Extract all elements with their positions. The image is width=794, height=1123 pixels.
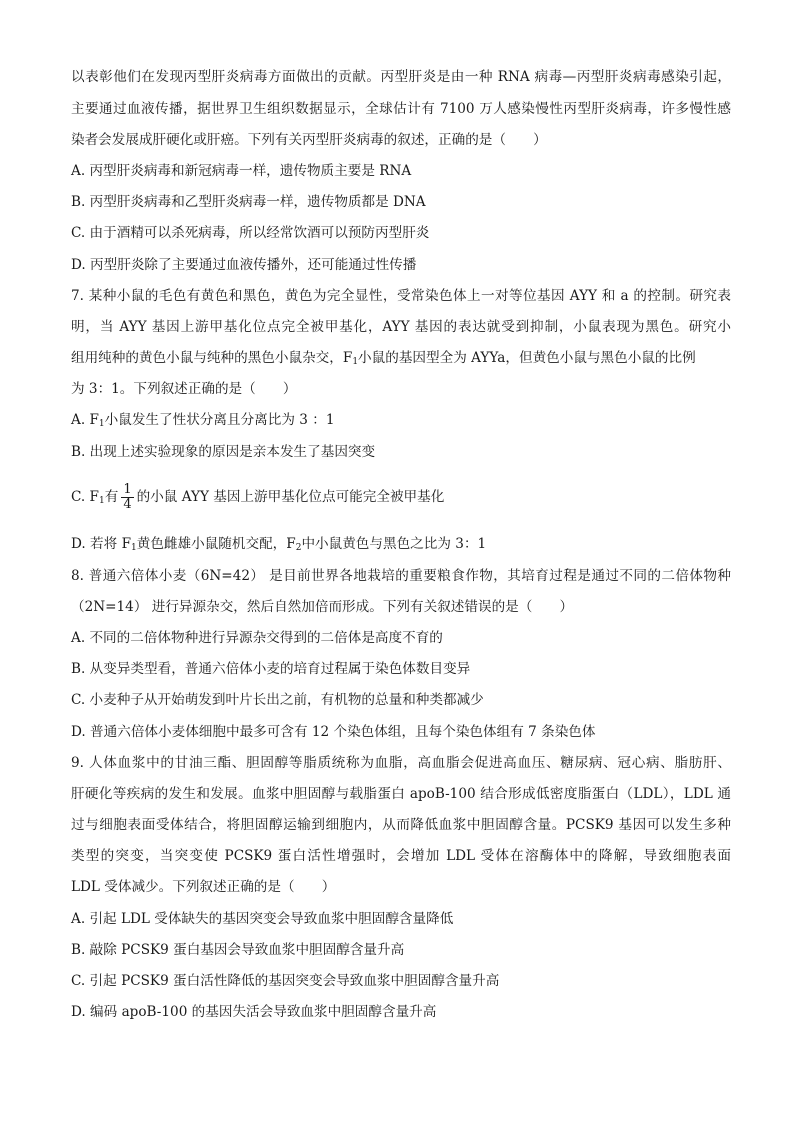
q7-stem-line: 为 3：1。下列叙述正确的是（ ） [71,381,297,397]
q6-option-c: C. 由于酒精可以杀死病毒，所以经常饮酒可以预防丙型肝炎 [71,225,430,241]
q6-option-d: D. 丙型肝炎除了主要通过血液传播外，还可能通过性传播 [71,257,417,273]
q7-option-c-text: 有 [104,489,119,505]
q7-stem-line: 7. 某种小鼠的毛色有黄色和黑色，黄色为完全显性，受常染色体上一对等位基因 AYY 和 a 的控制。研究表 [71,288,731,304]
q7-stem-text: 小鼠的基因型全为 AYYa，但黄色小鼠与黑色小鼠的比例 [358,350,696,366]
q7-subscript: 1 [352,357,359,367]
fraction-denominator: 4 [123,497,132,512]
q8-option-b: B. 从变异类型看，普通六倍体小麦的培育过程属于染色体数目变异 [71,661,471,677]
q7-option-b: B. 出现上述实验现象的原因是亲本发生了基因突变 [71,444,376,460]
q8-option-c: C. 小麦种子从开始萌发到叶片长出之前，有机物的总量和种类都减少 [71,692,484,708]
q9-stem-line: LDL 受体减少。下列叙述正确的是（ ） [71,879,336,895]
q7-subscript: 1 [131,543,137,553]
q8-option-a: A. 不同的二倍体物种进行异源杂交得到的二倍体是高度不育的 [71,630,443,646]
q7-option-c-text: 的小鼠 AYY 基因上游甲基化位点可能完全被甲基化 [136,489,445,505]
q6-stem-line: 染者会发展成肝硬化或肝癌。下列有关丙型肝炎病毒的叙述，正确的是（ ） [71,132,547,148]
fraction [121,483,133,512]
q6-stem-line: 以表彰他们在发现丙型肝炎病毒方面做出的贡献。丙型肝炎是由一种 RNA 病毒—丙型肝炎病毒感染引起， [71,69,731,85]
q7-subscript: 2 [295,543,302,553]
q6-stem-line: 主要通过血液传播，据世界卫生组织数据显示，全球估计有 7100 万人感染慢性丙型肝炎病毒，许多慢性感 [71,101,731,117]
q9-stem-line: 过与细胞表面受体结合，将胆固醇运输到细胞内，从而降低血浆中胆固醇含量。PCSK9 基因可以发生多种 [71,817,731,833]
q7-option-d-text: 中小鼠黄色与黑色之比为 3：1 [301,536,487,552]
q9-option-c: C. 引起 PCSK9 蛋白活性降低的基因突变会导致血浆中胆固醇含量升高 [71,973,500,989]
q7-option-d-text: D. 若将 F [71,536,131,552]
q7-option-a-text: A. F [71,412,99,428]
q7-stem-text: 组用纯种的黄色小鼠与纯种的黑色小鼠杂交， [71,350,343,366]
q7-option-a-text: 小鼠发生了性状分离且分离比为 3 ：1 [104,412,335,428]
q9-option-b: B. 敲除 PCSK9 蛋白基因会导致血浆中胆固醇含量升高 [71,942,405,958]
q7-option-c-text: C. F [71,489,99,505]
q7-stem-line [71,349,731,367]
q7-subscript: 1 [98,419,105,429]
q7-option-d [71,535,731,553]
q9-stem-line: 肝硬化等疾病的发生和发展。血浆中胆固醇与载脂蛋白 apoB-100 结合形成低密度脂蛋白（LDL），LDL 通 [71,786,731,802]
q6-option-b: B. 丙型肝炎病毒和乙型肝炎病毒一样，遗传物质都是 DNA [71,194,426,210]
q9-stem-line: 9. 人体血浆中的甘油三酯、胆固醇等脂质统称为血脂，高血脂会促进高血压、糖尿病、冠心病、脂肪肝、 [71,755,731,771]
q7-option-a [71,411,731,429]
q7-f-symbol: F [342,350,353,366]
q8-stem-line: 8. 普通六倍体小麦（6N=42） 是目前世界各地栽培的重要粮食作物，其培育过程是通过不同的二倍体物种 [71,568,731,584]
q8-stem-line: （2N=14） 进行异源杂交，然后自然加倍而形成。下列有关叙述错误的是（ ） [71,599,574,615]
q6-option-a: A. 丙型肝炎病毒和新冠病毒一样，遗传物质主要是 RNA [71,163,412,179]
q9-option-a: A. 引起 LDL 受体缺失的基因突变会导致血浆中胆固醇含量降低 [71,911,454,927]
q9-option-d: D. 编码 apoB-100 的基因失活会导致血浆中胆固醇含量升高 [71,1004,437,1020]
q8-option-d: D. 普通六倍体小麦体细胞中最多可含有 12 个染色体组，且每个染色体组有 7 条染色体 [71,724,596,740]
q7-option-d-text: 黄色雌雄小鼠随机交配，F [136,536,296,552]
fraction-numerator: 1 [123,482,132,497]
q7-option-c [71,480,731,514]
q7-subscript: 1 [99,496,105,506]
q7-stem-line: 明，当 AYY 基因上游甲基化位点完全被甲基化，AYY 基因的表达就受到抑制，小鼠表现为黑色。研究小 [71,319,731,335]
q9-stem-line: 类型的突变，当突变使 PCSK9 蛋白活性增强时，会增加 LDL 受体在溶酶体中的降解，导致细胞表面 [71,848,731,864]
